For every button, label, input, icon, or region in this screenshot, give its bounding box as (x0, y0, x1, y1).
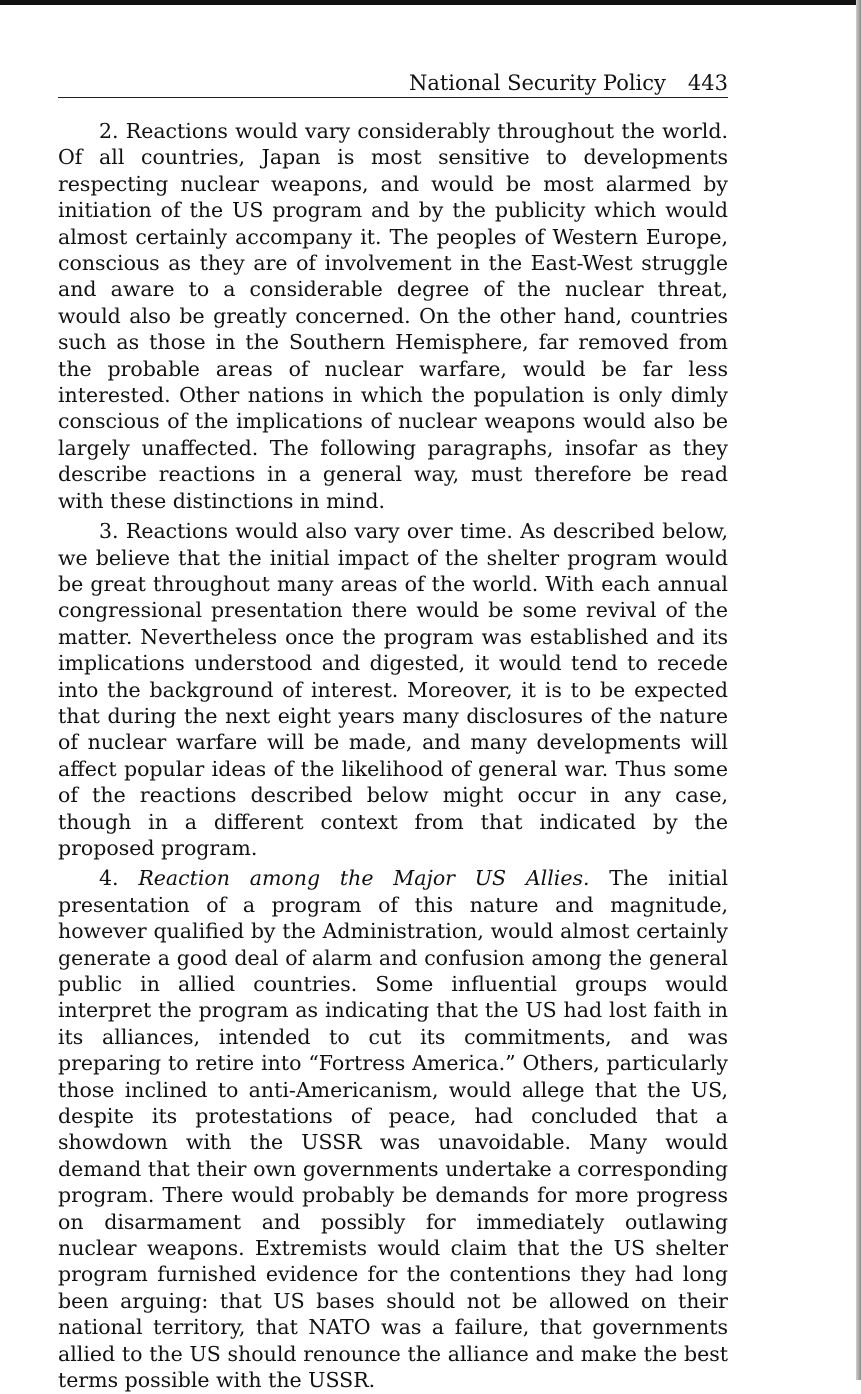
paragraph-3: 3. Reactions would also vary over time. As described below, we believe that the initial impact of the shelter program would be great throughout many areas of the world. With each annual congressional presentation there would be some revival of the matter. Nevertheless once the program was established and its implications understood and digested, it would tend to recede into the background of interest. Moreover, it is to be expected that during the next eight years many disclosures of the nature of nuclear warfare will be made, and many developments will affect popular ideas of the likelihood of general war. Thus some of the reactions described below might occur in any case, though in a different context from that indicated by the proposed program. (58, 519, 728, 860)
top-scan-border (0, 0, 861, 5)
paragraph-4-number: 4. (99, 866, 139, 891)
document-body (58, 118, 728, 1394)
paragraph-4 (58, 865, 728, 1393)
paragraph-4-text: The initial presentation of a program of this nature and magnitude, however qualified by the Administration, would almost certainly generate a good deal of alarm and confusion among the general public in allied countries. Some influential groups would interpret the program as indicating that the US had lost faith in its alliances, intended to cut its commitments, and was preparing to retire into “Fortress America.” Others, particularly those inclined to anti-Americanism, would allege that the US, despite its protestations of peace, had concluded that a showdown with the USSR was unavoidable. Many would demand that their own governments undertake a corresponding program. There would probably be demands for more progress on disarmament and possibly for immediately outlawing nuclear weapons. Extremists would claim that the US shelter program furnished evidence for the contentions they had long been arguing: that US bases should not be allowed on their national territory, that NATO was a failure, that governments allied to the US should renounce the alliance and make the best terms possible with the USSR. (58, 866, 728, 1393)
running-header-title: National Security Policy (408, 71, 666, 95)
paragraph-4-heading: Reaction among the Major US Allies. (138, 866, 590, 891)
page-number: 443 (687, 71, 728, 95)
document-page (58, 60, 728, 1394)
right-scan-edge (856, 0, 861, 1380)
running-header (58, 60, 728, 98)
paragraph-2: 2. Reactions would vary considerably throughout the world. Of all countries, Japan is most sensitive to developments respecting nuclear weapons, and would be most alarmed by initiation of the US program and by the publicity which would almost certainly accompany it. The peoples of Western Europe, conscious as they are of involvement in the East-West struggle and aware to a considerable degree of the nuclear threat, would also be greatly concerned. On the other hand, countries such as those in the Southern Hemisphere, far removed from the probable areas of nuclear warfare, would be far less interested. Other nations in which the population is only dimly conscious of the implications of nuclear weapons would also be largely unaffected. The following paragraphs, insofar as they describe reactions in a general way, must therefore be read with these distinctions in mind. (58, 119, 728, 513)
